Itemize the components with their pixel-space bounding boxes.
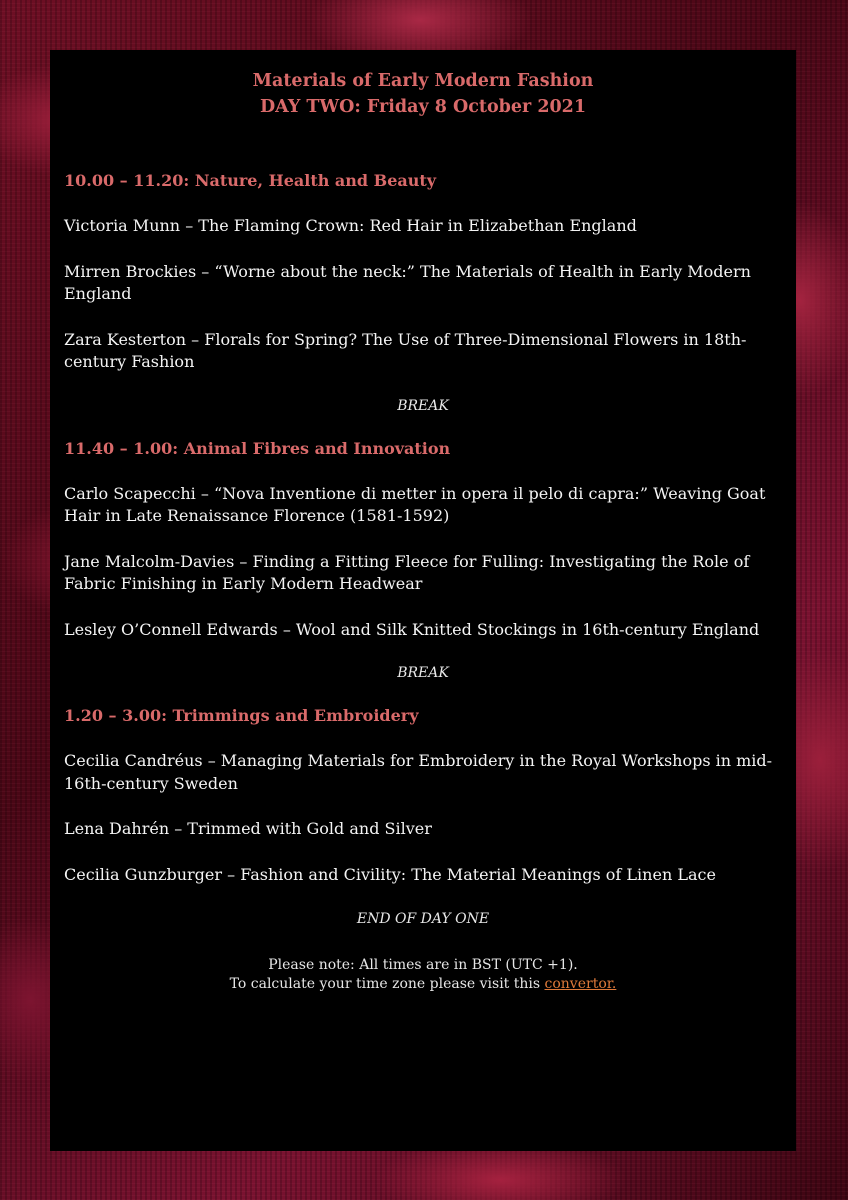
talk-item: Lena Dahrén – Trimmed with Gold and Silver (64, 819, 432, 838)
talk-item: Cecilia Gunzburger – Fashion and Civility: The Material Meanings of Linen Lace (64, 864, 716, 884)
page-title: Materials of Early Modern Fashion (252, 71, 594, 91)
session-heading: 1.20 – 3.00: Trimmings and Embroidery (64, 706, 419, 725)
break-label: BREAK (397, 397, 449, 414)
convertor-link[interactable]: convertor. (544, 976, 617, 992)
talk-item: Carlo Scapecchi – “Nova Inventione di metter in opera il pelo di capra:” Weaving Goat Hair in Late Renaissance Florence (1581-1592) (64, 483, 766, 525)
timezone-note-prefix: To calculate your time zone please visit this (229, 976, 545, 992)
talk-item: Mirren Brockies – “Worne about the neck:” The Materials of Health in Early Modern England (64, 261, 751, 303)
page-subtitle: DAY TWO: Friday 8 October 2021 (259, 97, 587, 117)
session-heading: 11.40 – 1.00: Animal Fibres and Innovation (64, 438, 451, 458)
title-block (64, 68, 782, 120)
programme-panel (50, 50, 796, 1151)
talk-item: Cecilia Candréus – Managing Materials for Embroidery in the Royal Workshops in mid-16th-century Sweden (64, 751, 773, 793)
end-of-day-label: END OF DAY ONE (356, 911, 490, 927)
timezone-note: Please note: All times are in BST (UTC +1). (268, 957, 578, 973)
session-heading: 10.00 – 11.20: Nature, Health and Beauty (64, 171, 437, 190)
talk-item: Jane Malcolm-Davies – Finding a Fitting Fleece for Fulling: Investigating the Role of Fabric Finishing in Early Modern Headwear (64, 551, 750, 593)
break-label: BREAK (397, 665, 449, 681)
talk-item: Lesley O’Connell Edwards – Wool and Silk Knitted Stockings in 16th-century England (64, 619, 760, 639)
talk-item: Victoria Munn – The Flaming Crown: Red Hair in Elizabethan England (64, 216, 637, 235)
talk-item: Zara Kesterton – Florals for Spring? The Use of Three-Dimensional Flowers in 18th-century Fashion (64, 329, 747, 371)
timezone-note-line2 (64, 975, 782, 994)
